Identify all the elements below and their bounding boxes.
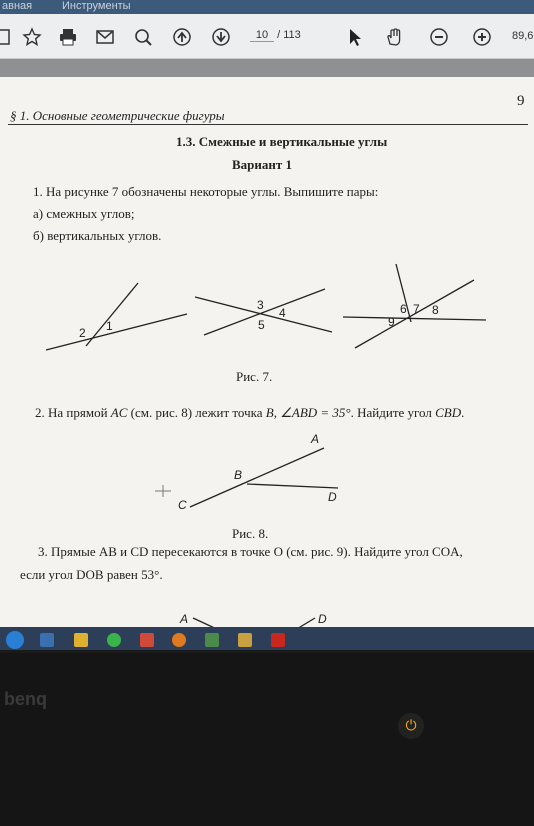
- section-header: § 1. Основные геометрические фигуры: [10, 108, 225, 123]
- search-icon[interactable]: [132, 26, 154, 48]
- question-1: 1. На рисунке 7 обозначены некоторые углы. Выпишите пары:: [33, 184, 379, 199]
- q2-text-2: (см. рис. 8) лежит точка: [127, 405, 266, 420]
- q2-b: B: [265, 405, 274, 420]
- page-indicator: [250, 29, 301, 42]
- fig8-label-d: D: [328, 490, 337, 504]
- windows-taskbar: [0, 627, 534, 650]
- monitor-bezel: [0, 653, 534, 826]
- browser-taskbar-icon[interactable]: [172, 633, 186, 647]
- chrome-taskbar-icon[interactable]: [107, 633, 121, 647]
- pdf-page: [0, 77, 534, 650]
- q2-text-1: 2. На прямой: [35, 405, 111, 420]
- question-1b: б) вертикальных углов.: [33, 228, 162, 243]
- pdf-reader-taskbar-icon[interactable]: [271, 633, 285, 647]
- tab-bar: [0, 0, 534, 14]
- q2-angle: , ∠ABD = 35°: [273, 405, 351, 420]
- select-cursor-icon[interactable]: [344, 26, 366, 48]
- variant-title: Вариант 1: [232, 157, 293, 172]
- prev-page-icon[interactable]: [171, 26, 193, 48]
- q2-cbd: CBD: [435, 405, 462, 420]
- fig7-label-1: 1: [106, 319, 113, 333]
- tab-tools[interactable]: Инструменты: [62, 0, 131, 12]
- topic-title: 1.3. Смежные и вертикальные углы: [176, 134, 388, 149]
- zoom-out-icon[interactable]: [428, 26, 450, 48]
- power-icon: ⏻: [405, 718, 417, 734]
- hand-tool-icon[interactable]: [383, 26, 405, 48]
- q2-text-3: . Найдите угол: [350, 405, 436, 420]
- page-number: 9: [517, 93, 525, 109]
- page-number-input[interactable]: 10: [250, 29, 274, 42]
- files-taskbar-icon[interactable]: [238, 633, 252, 647]
- excel-taskbar-icon[interactable]: [205, 633, 219, 647]
- app-taskbar-icon[interactable]: [140, 633, 154, 647]
- fig7-label-3: 3: [257, 298, 264, 312]
- next-page-icon[interactable]: [210, 26, 232, 48]
- fig7-label-2: 2: [79, 326, 86, 340]
- figure-9: [0, 77, 534, 650]
- fig7-label-8: 8: [432, 303, 439, 317]
- pdf-toolbar: [0, 14, 534, 59]
- fig9-label-a: A: [180, 612, 189, 626]
- nav-pane-icon[interactable]: [0, 26, 14, 48]
- document-area-top: [0, 59, 534, 77]
- page-total: 113: [283, 29, 301, 41]
- page-separator: /: [277, 29, 281, 41]
- question-1a: а) смежных углов;: [33, 206, 135, 221]
- zoom-level[interactable]: 89,6: [512, 30, 534, 42]
- q2-ac: AC: [110, 405, 128, 420]
- fig8-label-b: B: [234, 468, 243, 482]
- fig7-label-9: 9: [388, 315, 395, 329]
- explorer-taskbar-icon[interactable]: [40, 633, 54, 647]
- tab-home[interactable]: авная: [2, 0, 33, 12]
- brand-logo: benq: [4, 689, 47, 709]
- folder-taskbar-icon[interactable]: [74, 633, 88, 647]
- question-3-cont: если угол DOB равен 53°.: [20, 567, 163, 582]
- fig8-label-a: A: [311, 432, 320, 446]
- fig7-label-7: 7: [413, 302, 420, 316]
- q2-end: .: [461, 405, 465, 420]
- fig7-label-4: 4: [279, 306, 286, 320]
- print-icon[interactable]: [57, 26, 79, 48]
- fig7-label-6: 6: [400, 302, 407, 316]
- fig9-label-d: D: [318, 612, 327, 626]
- fig7-label-5: 5: [258, 318, 265, 332]
- figure-7-caption: Рис. 7.: [236, 369, 273, 384]
- bookmark-star-icon[interactable]: [21, 26, 43, 48]
- start-button-icon[interactable]: [6, 631, 24, 649]
- fig8-label-c: C: [178, 498, 187, 512]
- question-3: 3. Прямые AB и CD пересекаются в точке O (см. рис. 9). Найдите угол COA,: [38, 544, 463, 559]
- figure-8-caption: Рис. 8.: [232, 526, 269, 541]
- email-icon[interactable]: [94, 26, 116, 48]
- power-button[interactable]: [398, 713, 424, 739]
- zoom-in-icon[interactable]: [471, 26, 493, 48]
